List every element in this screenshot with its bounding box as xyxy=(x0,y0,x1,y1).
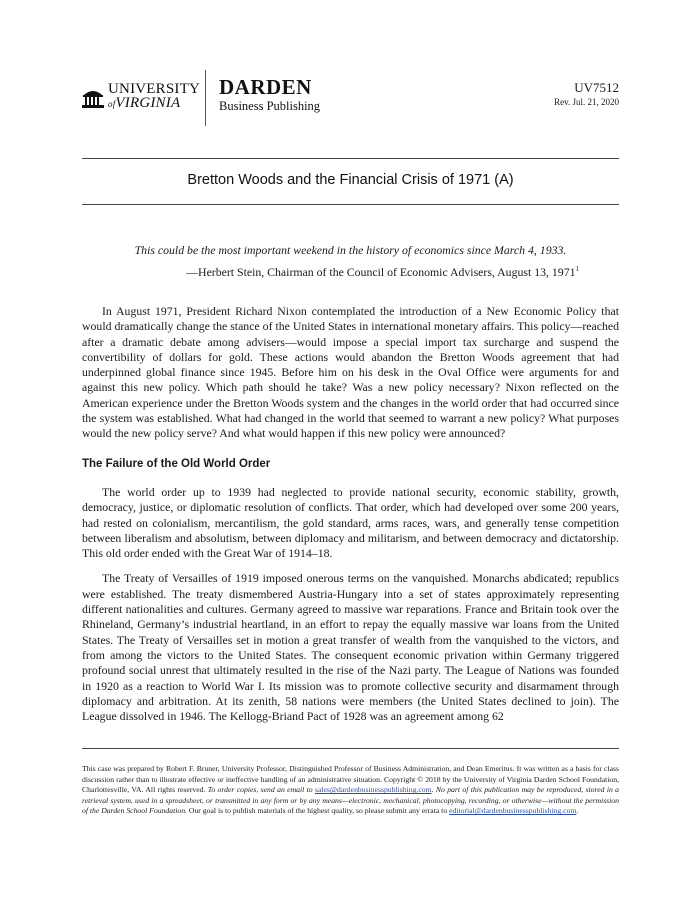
note-end: . xyxy=(576,806,579,816)
note-order-copies: To order copies, send an email to xyxy=(207,785,313,795)
case-id-block xyxy=(554,80,619,108)
sales-email-link[interactable]: sales@dardenbusinesspublishing.com xyxy=(314,785,432,795)
attribution-text: —Herbert Stein, Chairman of the Council of Economic Advisers, August 13, 1971 xyxy=(186,264,576,279)
note-part1: This case was prepared by Robert F. Bruner, University Professor, Distinguished Professor of Business Administration, and Dean Emeritus. It was written as a basis for class discussion rather than to illustrate effective or ineffective handling of an administrative situation. Copyright © 2018 by the University of Virginia Darden School Foundation, Charlottesville, VA. All rights reserved. xyxy=(82,764,619,795)
title-rule-bottom xyxy=(82,204,619,205)
uva-line1: UNIVERSITY xyxy=(108,81,200,97)
page-header xyxy=(82,68,619,128)
title-rule-top xyxy=(82,158,619,159)
rotunda-icon xyxy=(82,86,104,108)
note-errata: Our goal is to publish materials of the highest quality, so please submit any errata to xyxy=(186,806,450,816)
paragraph-intro: In August 1971, President Richard Nixon contemplated the introduction of a New Economic Policy that would dramatically change the stance of the United States in international monetary affairs. This policy—reached after a dramatic debate among advisers—would impose a special import tax surcharge and suspend the convertibility of dollars for gold. These actions would abandon the Bretton Woods agreement that had underpinned global finance since 1945. Before him on his desk in the Oval Office were arguments for and against this new policy. Which path should he take? Was a new policy necessary? Nixon reflected on the American experience under the Bretton Woods system and the changes in the world order that had occurred since the system was established. What had changed in the world that seemed to warrant a new policy? What purposes would the new policy serve? And what would happen if this new policy were announced? xyxy=(82,304,619,441)
section-heading: The Failure of the Old World Order xyxy=(82,457,271,470)
uva-logo xyxy=(82,82,200,111)
darden-logo xyxy=(219,76,320,114)
uva-of: of xyxy=(108,99,116,109)
body-text xyxy=(82,304,619,734)
uva-line2: VIRGINIA xyxy=(115,95,181,111)
darden-subtitle: Business Publishing xyxy=(219,99,321,113)
revision-date: Rev. Jul. 21, 2020 xyxy=(554,97,619,107)
copyright-note xyxy=(82,764,619,817)
epigraph-attribution xyxy=(82,260,619,282)
paragraph-versailles: The Treaty of Versailles of 1919 imposed onerous terms on the vanquished. Monarchs abdicated; republics were established. The treaty dismembered Austria-Hungary into a set of states approximately representing different nationalities and cultures. Germany agreed to massive war reparations. France and Britain took over the Rhineland, Germany’s industrial heartland, in an effort to repay the equally massive war loans from the United States. The Treaty of Versailles set in motion a great transfer of wealth from the vanquished to the victors, and from among the victors to the United States. The consequent economic privation within Germany triggered profound social unrest that ultimately resulted in the rise of the Nazi party. The League of Nations was founded in 1920 as a reaction to World War I. Its mission was to promote collective security and disarmament through diplomacy and arbitration. At its zenith, 58 nations were members (the United States declined to join). The League dissolved in 1946. The Kellogg-Briand Pact of 1928 was an agreement among 62 xyxy=(82,571,619,724)
epigraph-quote: This could be the most important weekend in the history of economics since March 4, 1933. xyxy=(134,243,567,257)
editorial-email-link[interactable]: editorial@dardenbusinesspublishing.com xyxy=(449,806,577,816)
paragraph-old-order: The world order up to 1939 had neglected to provide national security, economic stability, growth, democracy, justice, or diplomatic resolution of conflicts. That order, which had developed over some 200 years, had rested on colonialism, mercantilism, the gold standard, arms races, wars, and generally tense competition between liberalism and absolutism, between diplomacy and militarism, and between democracy and dictatorship. This old order ended with the Great War of 1914–18. xyxy=(82,484,619,561)
epigraph xyxy=(82,241,619,282)
footnote-rule xyxy=(82,748,619,749)
document-title: Bretton Woods and the Financial Crisis of 1971 (A) xyxy=(187,172,514,188)
case-number: UV7512 xyxy=(574,80,619,95)
uva-wordmark xyxy=(108,82,200,111)
note-permission: . No part of this publication may be reproduced, stored in a retrieval system, used in a spreadsheet, or transmitted in any form or by any means—electronic, mechanical, photocopying, recording, or otherwise—without the permission of the Darden School Foundation. xyxy=(82,785,620,816)
darden-name: DARDEN xyxy=(219,75,312,99)
logo-divider xyxy=(205,70,206,126)
footnote-ref: 1 xyxy=(575,265,579,273)
